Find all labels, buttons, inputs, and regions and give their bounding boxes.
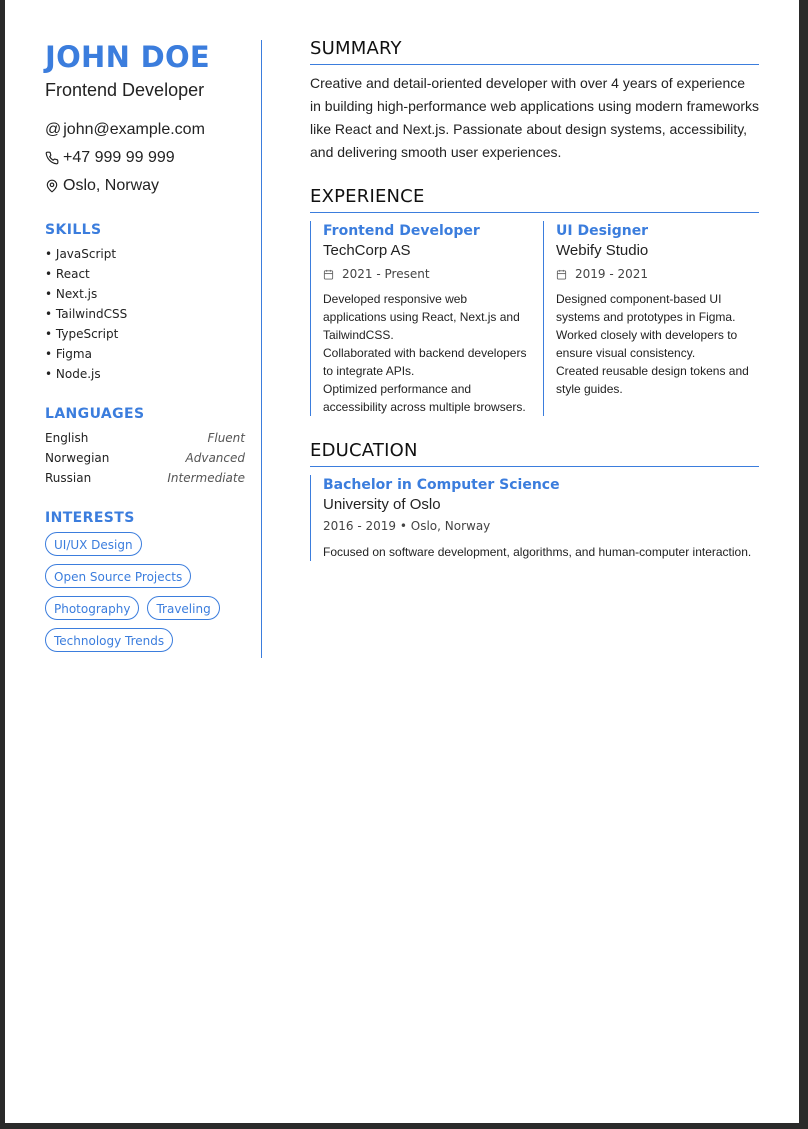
map-pin-icon [45,179,59,193]
candidate-name: JOHN DOE [45,40,211,74]
main-content [310,38,759,561]
interest-tags [45,532,255,652]
interest-tag: Technology Trends [45,628,173,652]
language-row [45,448,245,468]
email-text: john@example.com [63,121,205,138]
contact-phone[interactable] [45,144,245,172]
calendar-icon [323,269,334,280]
phone-text: +47 999 99 999 [63,149,175,166]
company-name: Webify Studio [556,242,649,259]
interests-heading: INTERESTS [45,510,135,526]
contact-list [45,116,245,200]
sidebar-divider [261,40,262,658]
skill-item: • Next.js [45,287,98,301]
interest-tag: Photography [45,596,139,620]
summary-text: Creative and detail-oriented developer with over 4 years of experience in building high-performance web applications using modern frameworks like React and Next.js. Passionate about design systems, accessibility, and delivering smooth user experiences. [310,75,760,160]
skill-item: • JavaScript [45,247,117,261]
sidebar [45,40,245,652]
skills-list [45,244,245,384]
job-title: UI Designer [556,223,649,239]
at-icon: @ [45,121,62,138]
language-row [45,468,245,488]
language-name: Russian [45,471,92,485]
experience-list [310,221,759,416]
school-name: University of Oslo [323,496,441,513]
job-dates: 2021 - Present [323,266,529,282]
job-description: Developed responsive web applications using React, Next.js and TailwindCSS. Collaborated with backend developers to integrate APIs. Optimized performance and accessibility across multiple browsers. [323,292,527,414]
education-heading: EDUCATION [310,440,759,467]
experience-item [543,221,759,416]
education-meta: 2016 - 2019 • Oslo, Norway [323,519,491,533]
language-row [45,428,245,448]
language-level: Advanced [185,451,245,465]
job-title: Frontend Developer [323,223,480,239]
interest-tag: Open Source Projects [45,564,191,588]
language-level: Fluent [207,431,245,445]
language-name: English [45,431,89,445]
education-item [310,475,759,561]
contact-email[interactable] [45,116,245,144]
interest-tag: Traveling [147,596,219,620]
resume-page [5,0,799,1123]
phone-icon [45,151,59,165]
job-dates: 2019 - 2021 [556,266,759,282]
interest-tag: UI/UX Design [45,532,142,556]
degree-title: Bachelor in Computer Science [323,477,560,493]
skill-item: • React [45,267,90,281]
calendar-icon [556,269,567,280]
education-description: Focused on software development, algorithms, and human-computer interaction. [323,545,752,559]
job-description: Designed component-based UI systems and prototypes in Figma. Worked closely with developers to ensure visual consistency. Created reusable design tokens and style guides. [556,292,749,396]
experience-heading: EXPERIENCE [310,186,759,213]
skill-item: • TypeScript [45,327,119,341]
skill-item: • Node.js [45,367,101,381]
contact-location [45,172,245,200]
company-name: TechCorp AS [323,242,411,259]
experience-item [310,221,543,416]
candidate-role: Frontend Developer [45,80,205,100]
skills-heading: SKILLS [45,222,102,238]
skill-item: • TailwindCSS [45,307,128,321]
languages-list [45,428,245,488]
summary-heading: SUMMARY [310,38,759,65]
language-name: Norwegian [45,451,110,465]
skill-item: • Figma [45,347,92,361]
language-level: Intermediate [167,471,245,485]
location-text: Oslo, Norway [63,177,160,194]
languages-heading: LANGUAGES [45,406,145,422]
